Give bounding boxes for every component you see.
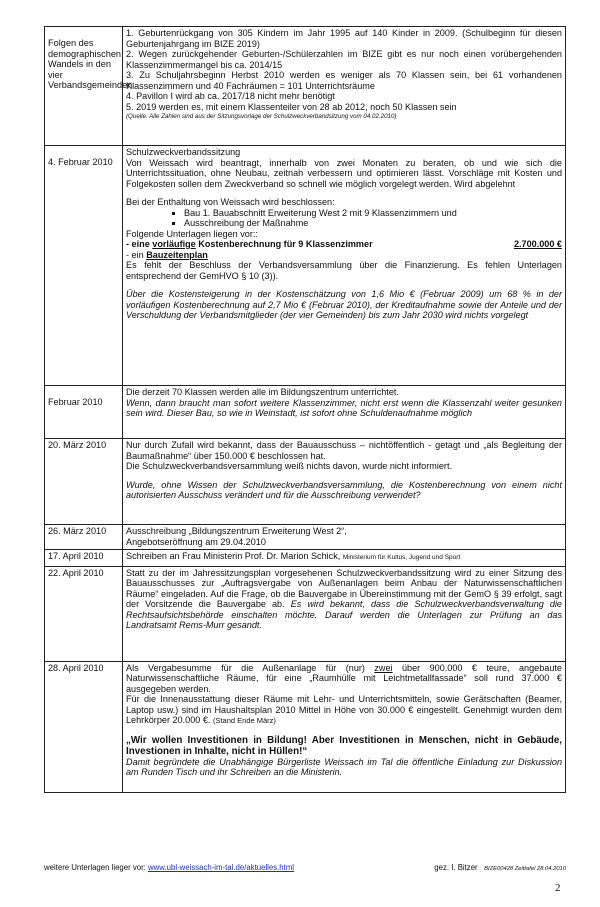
table-row (45, 439, 566, 525)
footer-link[interactable]: www.ubl-weissach-im-tal.de/aktuelles.html (148, 863, 295, 872)
row-date: 28. April 2010 (45, 661, 123, 792)
paragraph: Die derzeit 70 Klassen werden alle im Bildungszentrum unterrichtet. (126, 387, 399, 397)
paragraph: Angebotseröffnung am 29.04.2010 (126, 536, 266, 547)
row-content (123, 566, 566, 661)
footer-prefix: weitere Unterlagen lieger vor: (44, 863, 149, 872)
row-content (123, 525, 566, 550)
paragraph (126, 694, 562, 727)
file-reference: BIZE00428 Zeittafel 28.04.2010 (484, 866, 566, 872)
row-date: 20. März 2010 (45, 439, 123, 525)
paragraph: Die Schulzweckverbandsversammlung weiß nichts davon, wurde nicht informiert. (126, 461, 452, 471)
list-item: ▪ Bau 1. Bauabschnitt Erweiterung West 2 mit 9 Klassenzimmern und (184, 208, 562, 219)
plan-prefix: - ein (126, 249, 147, 260)
paragraph (126, 568, 562, 631)
row-date: 4. Februar 2010 (45, 146, 123, 386)
plan-word: Bauzeitenplan (146, 249, 208, 260)
table-row (45, 566, 566, 661)
paragraph-italic: Es wird bekannt, dass die Schulzweckverbandsverwaltung die Rechtsaufsichtsbehörde einschalten möchte. Darauf werden die Unterlagen zur Prüfung an das Landratsamt Rems-Murr gesandt. (126, 599, 562, 630)
footer-left (44, 863, 294, 872)
row-content (123, 661, 566, 792)
paragraph: 1. Geburtenrückgang von 305 Kindern im Jahr 1995 auf 140 Kinder in 2009. (Schulbeginn für diesen Geburtenjahrgang im BIZE 2019) (126, 28, 562, 49)
quote: „Wir wollen Investitionen in Bildung! Aber Investitionen in Menschen, nicht in Gebäude, Investionen in Inhalte, nicht in Hüllen!“ (126, 734, 562, 757)
list-item: ▪ Ausschreibung der Maßnahme (184, 218, 562, 229)
paragraph-title: Schulzweckverbandssitzung (126, 147, 241, 157)
row-date: 17. April 2010 (45, 550, 123, 567)
decision-list (126, 208, 562, 229)
footer-right (434, 863, 566, 872)
paragraph-text: Statt zu der im Jahressitzungsplan vorgesehenen Schulzweckverbandssitzung wird zu einer Sitzung des Bauausschusses zur „Auftragsvergabe von Außenanlagen beim Anbau der Naturwissenschaftlichen Räume“ eingeladen. Auf die Frage, ob die Bauvergabe in Übereinstimmung mit der GemO § 39 erfolgt, sagt der Vorsitzende die Bauvergabe ab. (126, 567, 562, 609)
cost-prefix: - eine (126, 239, 153, 249)
paragraph-italic: Wurde, ohne Wissen der Schulzweckverbandsversammlung, die Kostenberechnung von einem nicht autorisierten Ausschuss verändert und für die Ausschreibung verwendet? (126, 479, 562, 500)
row-content (123, 550, 566, 567)
paragraph-text: Für die Innenausstattung dieser Räume mit Lehr- und Unterrichtsmitteln, sowie Gerätschaften (Beamer, Laptop usw.) sind im Haushaltsplan 2010 Mittel in Höhe von 30.000 € eingestellt. Genehmigt wurden dem Lehrkörper 20.000 €. (126, 694, 562, 725)
paragraph: 3. Zu Schuljahrsbeginn Herbst 2010 werden es weniger als 70 Klassen sein, bei 61 vorhandenen Klassenzimmern und 40 Fachräumen = 101 Unterrichtsräume (126, 70, 562, 91)
row-date: Februar 2010 (45, 386, 123, 439)
cost-line (126, 239, 562, 250)
cost-word: vorläufige (152, 239, 196, 249)
paragraph: Bei der Enthaltung von Weissach wird beschlossen: (126, 197, 335, 207)
paragraph (126, 551, 562, 564)
table-row (45, 27, 566, 146)
paragraph: 5. 2019 werden es, mit einem Klassenteiler von 28 ab 2012, noch 50 Klassen sein (126, 101, 457, 112)
paragraph: Von Weissach wird beantragt, innerhalb von zwei Monaten zu beraten, ob und wie sich die Unterrichtssituation, ohne Neubau, zeitnah verbessern und optimieren lässt. Vorschläge mit Kosten und Folgekosten sollen dem Zweckverband so schnell wie möglich vorgelegt werden. Wird abgelehnt (126, 157, 562, 189)
table-row (45, 661, 566, 792)
row-date: Folgen des demographischen Wandels in den vier Verbandsgemeinden (45, 27, 123, 146)
plan-line (126, 250, 562, 261)
paragraph: 4. Pavillon I wird ab ca. 2017/18 nicht mehr benötigt (126, 91, 335, 101)
paragraph-italic: Über die Kostensteigerung in der Kostenschätzung von 1,6 Mio € (Februar 2009) um 68 % in der vorläufigen Kostenberechnung auf 2,7 Mio € (Februar 2010), der Kreditaufnahme sowie der Anteile und der Verschuldung der Verbandsmitglieder (der vier Gemeinden) bis zum Jahr 2030 wird nichts vorgelegt (126, 289, 562, 320)
table-row (45, 146, 566, 386)
row-content (123, 439, 566, 525)
paragraph (126, 663, 562, 695)
cost-value: 2.700.000 € (513, 239, 562, 249)
row-content (123, 146, 566, 386)
page-number: 2 (555, 882, 561, 894)
paragraph: Nur durch Zufall wird bekannt, dass der Bauausschuss – nichtöffentlich - getagt und „als Begleitung der Baumaßnahme“ über 150.000 € beschlossen hat. (126, 440, 562, 461)
row-date: 26. März 2010 (45, 525, 123, 550)
paragraph-italic: Wenn, dann braucht man sofort weitere Klassenzimmer, nicht erst wenn die Klassenzahl weiter gesunken sein wird. Dieser Bau, so wie in Weinstadt, ist sofort ohne Schuldenaufnahme möglich (126, 397, 562, 418)
row-content (123, 386, 566, 439)
paragraph: Ausschreibung „Bildungszentrum Erweiterung West 2“, (126, 526, 347, 536)
signature: gez. I. Bitzer (434, 863, 478, 872)
paragraph: Folgende Unterlagen liegen vor:: (126, 228, 258, 239)
table-row (45, 386, 566, 439)
paragraph: 2. Wegen zurückgehender Geburten-/Schülerzahlen im BIZE gibt es nur noch einen vorübergehenden Klassenzimmermangel bis ca. 2014/15 (126, 49, 562, 70)
row-content (123, 27, 566, 146)
underlined-word: zwei (374, 662, 393, 673)
status-note: (Stand Ende März) (212, 716, 276, 725)
source-note: (Quelle: Alle Zahlen sind aus der Sitzungsvorlage der Schulzweckverbandsitzung vom 04.02.2010) (126, 113, 397, 120)
paragraph-text: über 900.000 € teure, angebaute Naturwissenschaftliche Räume, für eine „Raumhülle mit Leichtmetallfassade“ soll rund 37.000 € ausgegeben werden. (126, 662, 562, 694)
timeline-table (44, 26, 566, 793)
table-row (45, 550, 566, 567)
letter-text: Schreiben an Frau Ministerin Prof. Dr. Marion Schick, (126, 551, 343, 561)
table-row (45, 525, 566, 550)
paragraph: Es fehlt der Beschluss der Verbandsversammlung über die Finanzierung. Es fehlen Unterlagen entsprechend der GemHVO § 10 (3)). (126, 260, 562, 281)
paragraph-italic: Damit begründete die Unabhängige Bürgerliste Weissach im Tal die öffentliche Einladung zur Diskussion am Runden Tisch und ihr Schreiben an die Ministerin. (126, 756, 562, 777)
cost-text: Kostenberechnung für 9 Klassenzimmer (195, 239, 373, 249)
row-date: 22. April 2010 (45, 566, 123, 661)
ministry-name: Ministerium für Kultus, Jugend und Sport (342, 554, 461, 561)
paragraph-text: Als Vergabesumme für die Außenanlage für (nur) (126, 662, 375, 673)
footer (44, 863, 566, 872)
